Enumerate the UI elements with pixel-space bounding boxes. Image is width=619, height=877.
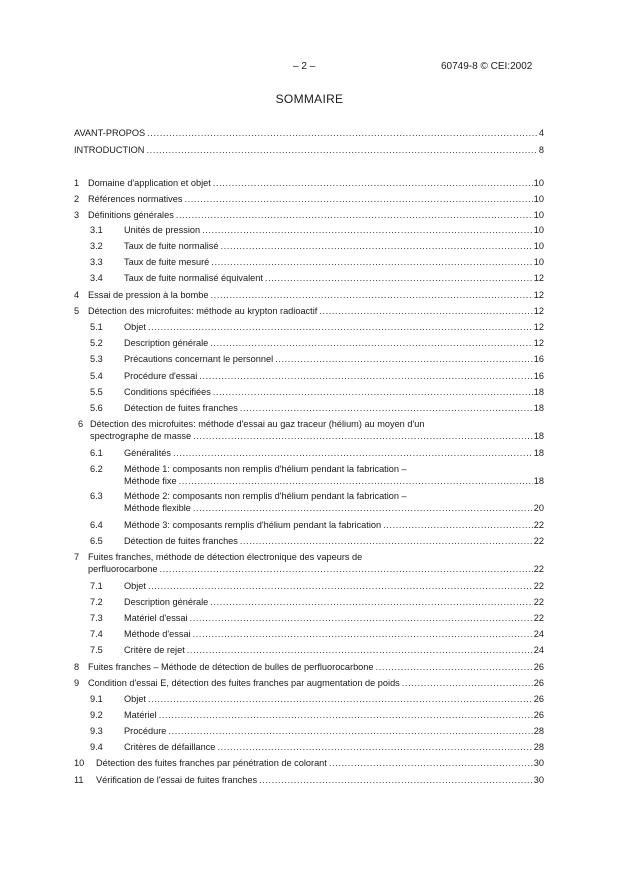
toc-entry-text[interactable]: Méthode 1: composants non remplis d'hélium pendant la fabrication –	[124, 464, 407, 474]
toc-entry-number: 7.3	[90, 613, 103, 623]
toc-entry-page: 22	[533, 581, 544, 591]
toc-entry-page: 12	[533, 290, 544, 300]
toc-entry-number: 6.1	[90, 448, 103, 458]
toc-entry-number: 7.1	[90, 581, 103, 591]
toc-entry-s5-4[interactable]	[124, 371, 544, 382]
toc-entry-s6-1[interactable]	[124, 448, 544, 459]
toc-entry-s5-2[interactable]	[124, 338, 544, 349]
toc-entry-page: 12	[533, 338, 544, 348]
toc-entry-text[interactable]: Détection des microfuites: méthode d'essai au gaz traceur (hélium) au moyen d'un	[90, 419, 425, 429]
toc-entry-number: 7.2	[90, 597, 103, 607]
toc-entry-s3-2[interactable]	[124, 241, 544, 252]
toc-entry-page: 16	[533, 354, 544, 364]
toc-entry-text: Taux de fuite normalisé équivalent	[124, 273, 263, 283]
toc-entry-text: Objet	[124, 322, 146, 332]
toc-entry-s7-1[interactable]	[124, 581, 544, 592]
toc-entry-text: Condition d'essai E, détection des fuites franches par augmentation de poids	[88, 678, 400, 688]
toc-entry-s7-5[interactable]	[124, 645, 544, 656]
toc-entry-number: 6.5	[90, 536, 103, 546]
toc-entry-s7[interactable]	[88, 564, 544, 575]
toc-entry-number: 4	[74, 290, 80, 300]
toc-entry-s3-1[interactable]	[124, 225, 544, 236]
toc-entry-number: 9.3	[90, 726, 103, 736]
toc-entry-number: 2	[74, 194, 80, 204]
toc-entry-text: Conditions spécifiées	[124, 387, 211, 397]
toc-entry-text-continued: perfluorocarbone	[88, 564, 158, 574]
toc-entry-s9-2[interactable]	[124, 710, 544, 721]
toc-entry-text[interactable]: Fuites franches, méthode de détection électronique des vapeurs de	[88, 552, 363, 562]
toc-entry-text: INTRODUCTION	[74, 145, 145, 155]
toc-entry-page: 26	[533, 678, 544, 688]
page-title: SOMMAIRE	[275, 92, 344, 106]
toc-entry-page: 28	[533, 726, 544, 736]
toc-entry-page: 10	[533, 178, 544, 188]
toc-entry-text-continued: Méthode flexible	[124, 503, 191, 513]
toc-entry-s5-1[interactable]	[124, 322, 544, 333]
toc-entry-text: Matériel	[124, 710, 157, 720]
toc-entry-number: 5.5	[90, 387, 103, 397]
toc-entry-page: 22	[533, 564, 544, 574]
toc-entry-page: 22	[533, 520, 544, 530]
toc-entry-text: Critères de défaillance	[124, 742, 216, 752]
toc-entry-number: 3.1	[90, 225, 103, 235]
toc-entry-number: 9.2	[90, 710, 103, 720]
toc-entry-text: Précautions concernant le personnel	[124, 354, 274, 364]
toc-entry-avant-propos[interactable]	[74, 128, 544, 139]
toc-entry-page: 24	[533, 629, 544, 639]
toc-entry-page: 24	[533, 645, 544, 655]
toc-entry-text: Définitions générales	[88, 210, 174, 220]
toc-entry-text: AVANT-PROPOS	[74, 128, 146, 138]
toc-entry-s7-3[interactable]	[124, 613, 544, 624]
toc-entry-page: 4	[538, 128, 544, 138]
toc-entry-s3-4[interactable]	[124, 273, 544, 284]
toc-entry-page: 30	[533, 775, 544, 785]
toc-entry-text-continued: Méthode fixe	[124, 476, 177, 486]
toc-entry-number: 6.2	[90, 464, 103, 474]
toc-entry-page: 12	[533, 273, 544, 283]
toc-entry-number: 5.2	[90, 338, 103, 348]
toc-entry-text: Méthode d'essai	[124, 629, 191, 639]
toc-entry-page: 22	[533, 536, 544, 546]
toc-entry-text: Unités de pression	[124, 225, 201, 235]
toc-entry-s7-2[interactable]	[124, 597, 544, 608]
toc-entry-text-continued: spectrographe de masse	[90, 431, 192, 441]
toc-entry-text: Description générale	[124, 338, 209, 348]
toc-entry-text: Critère de rejet	[124, 645, 185, 655]
toc-entry-text: Généralités	[124, 448, 171, 458]
toc-entry-page: 26	[533, 710, 544, 720]
toc-entry-introduction[interactable]	[74, 145, 544, 156]
toc-entry-number: 5	[74, 306, 80, 316]
toc-entry-s2[interactable]	[88, 194, 544, 205]
toc-entry-number: 7.4	[90, 629, 103, 639]
toc-entry-text: Détection de fuites franches	[124, 403, 238, 413]
toc-entry-s5-3[interactable]	[124, 354, 544, 365]
toc-entry-number: 6.4	[90, 520, 103, 530]
toc-entry-text: Objet	[124, 581, 146, 591]
toc-entry-s6-4[interactable]	[124, 520, 544, 531]
toc-entry-s9-1[interactable]	[124, 694, 544, 705]
toc-entry-s4[interactable]	[88, 290, 544, 301]
toc-entry-s8[interactable]	[88, 662, 544, 673]
toc-entry-number: 1	[74, 178, 80, 188]
toc-entry-page: 10	[533, 210, 544, 220]
toc-entry-s6-3[interactable]	[124, 503, 544, 514]
toc-entry-number: 8	[74, 662, 80, 672]
toc-entry-page: 30	[533, 758, 544, 768]
toc-entry-number: 3.3	[90, 257, 103, 267]
toc-entry-text[interactable]: Méthode 2: composants non remplis d'hélium pendant la fabrication –	[124, 491, 407, 501]
toc-entry-page: 10	[533, 257, 544, 267]
toc-entry-page: 18	[533, 431, 544, 441]
toc-entry-s6-2[interactable]	[124, 476, 544, 487]
toc-entry-page: 16	[533, 371, 544, 381]
toc-entry-text: Procédure d'essai	[124, 371, 198, 381]
toc-entry-text: Taux de fuite normalisé	[124, 241, 219, 251]
toc-entry-page: 12	[533, 306, 544, 316]
toc-entry-page: 10	[533, 225, 544, 235]
toc-entry-number: 7.5	[90, 645, 103, 655]
toc-entry-number: 7	[74, 552, 80, 562]
toc-entry-text: Description générale	[124, 597, 209, 607]
toc-entry-text: Taux de fuite mesuré	[124, 257, 210, 267]
toc-entry-page: 18	[533, 476, 544, 486]
toc-entry-page: 10	[533, 241, 544, 251]
toc-entry-number: 9.1	[90, 694, 103, 704]
toc-entry-page: 18	[533, 387, 544, 397]
toc-entry-number: 5.3	[90, 354, 103, 364]
toc-entry-page: 28	[533, 742, 544, 752]
toc-entry-number: 3.4	[90, 273, 103, 283]
toc-entry-number: 9	[74, 678, 80, 688]
toc-entry-s3[interactable]	[88, 210, 544, 221]
toc-entry-text: Matériel d'essai	[124, 613, 188, 623]
toc-entry-text: Objet	[124, 694, 146, 704]
toc-entry-page: 22	[533, 597, 544, 607]
toc-entry-page: 18	[533, 403, 544, 413]
toc-entry-number: 3.2	[90, 241, 103, 251]
toc-entry-text: Vérification de l'essai de fuites franches	[96, 775, 258, 785]
toc-entry-page: 26	[533, 694, 544, 704]
toc-entry-number: 9.4	[90, 742, 103, 752]
toc-entry-s1[interactable]	[88, 178, 544, 189]
toc-entry-s5-5[interactable]	[124, 387, 544, 398]
toc-entry-number: 10	[74, 758, 85, 768]
toc-entry-s3-3[interactable]	[124, 257, 544, 268]
toc-entry-s7-4[interactable]	[124, 629, 544, 640]
document-reference: 60749-8 © CEI:2002	[441, 61, 533, 72]
toc-entry-s5[interactable]	[88, 306, 544, 317]
toc-entry-number: 3	[74, 210, 80, 220]
toc-entry-page: 8	[538, 145, 544, 155]
toc-entry-number: 5.4	[90, 371, 103, 381]
toc-entry-s9-3[interactable]	[124, 726, 544, 737]
toc-entry-page: 20	[533, 503, 544, 513]
toc-entry-text: Détection des microfuites: méthode au krypton radioactif	[88, 306, 318, 316]
toc-entry-text: Détection des fuites franches par pénétration de colorant	[96, 758, 327, 768]
toc-entry-page: 10	[533, 194, 544, 204]
toc-entry-text: Détection de fuites franches	[124, 536, 238, 546]
toc-entry-number: 6.3	[90, 491, 103, 501]
toc-entry-page: 26	[533, 662, 544, 672]
toc-entry-number: 11	[74, 775, 84, 785]
toc-entry-number: 5.1	[90, 322, 103, 332]
toc-entry-number: 6	[78, 419, 84, 429]
toc-entry-s11[interactable]	[96, 775, 544, 786]
toc-entry-s6-5[interactable]	[124, 536, 544, 547]
toc-entry-text: Méthode 3: composants remplis d'hélium pendant la fabrication	[124, 520, 382, 530]
toc-entry-text: Procédure	[124, 726, 167, 736]
toc-entry-s10[interactable]	[96, 758, 544, 769]
toc-entry-number: 5.6	[90, 403, 103, 413]
toc-entry-text: Fuites franches – Méthode de détection de bulles de perfluorocarbone	[88, 662, 374, 672]
page-number: – 2 –	[293, 61, 316, 72]
toc-entry-s5-6[interactable]	[124, 403, 544, 414]
toc-entry-s9-4[interactable]	[124, 742, 544, 753]
toc-entry-s6[interactable]	[90, 431, 544, 442]
toc-entry-text: Domaine d'application et objet	[88, 178, 211, 188]
toc-entry-page: 18	[533, 448, 544, 458]
toc-entry-page: 22	[533, 613, 544, 623]
toc-entry-page: 12	[533, 322, 544, 332]
toc-entry-s9[interactable]	[88, 678, 544, 689]
toc-entry-text: Références normatives	[88, 194, 183, 204]
toc-entry-text: Essai de pression à la bombe	[88, 290, 209, 300]
